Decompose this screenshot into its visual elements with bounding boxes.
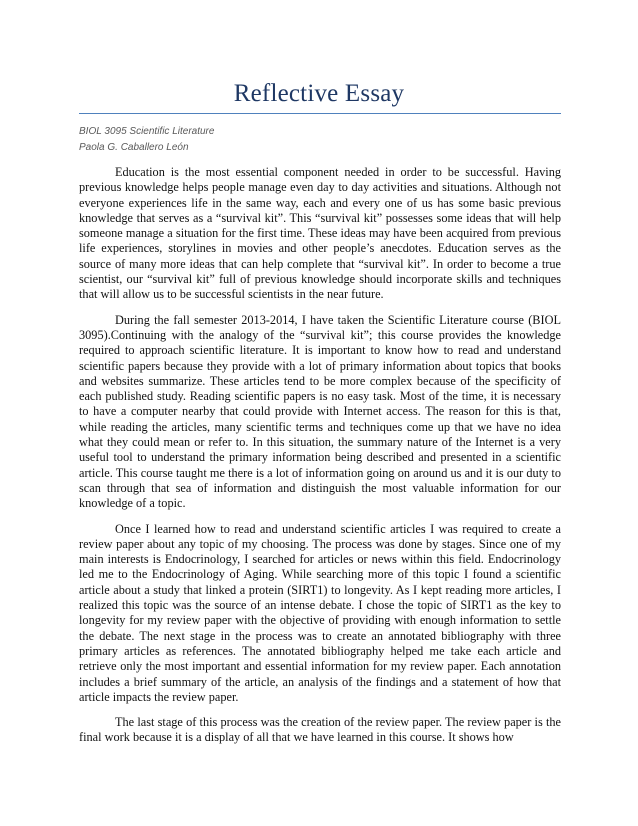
paragraph: Once I learned how to read and understand scientific articles I was required to create a review paper about any topic of my choosing. The process was done by stages. Since one of my main interests is Endocrinology, I searched for articles or news within this field. Endocrinology led me to the Endocrinology of Aging. While searching more of this topic I found a scientific article about a study that linked a protein (SIRT1) to longevity. As I kept reading more articles, I realized this topic was the source of an intense debate. I chose the topic of SIRT1 as the key to longevity for my review paper with the objective of providing with enough information to settle the debate. The next stage in the process was to create an annotated bibliography with three primary articles as references. The annotated bibliography helped me take each article and retrieve only the most important and essential information for my review paper. Each annotation includes a brief summary of the article, an analysis of the findings and a statement of how that article impacts the review paper. [79, 521, 561, 704]
document-title: Reflective Essay [233, 80, 405, 107]
course-line: BIOL 3095 Scientific Literature [79, 126, 215, 137]
essay-body [79, 165, 561, 756]
paragraph: Education is the most essential component needed in order to be successful. Having previous knowledge helps people manage even day to day activities and situations. Although not everyone experiences life in the same way, each and every one of us has some basic previous knowledge that serves as a “survival kit”. This “survival kit” possesses some ideas that will help someone manage a situation for the first time. These ideas may have been acquired from previous life experiences, storylines in movies and other people’s anecdotes. Education serves as the source of many more ideas that can help complete that “survival kit”. In order to become a true scientist, our “survival kit” full of previous knowledge should incorporate skills and techniques that will allow us to be successful scientists in the near future. [79, 165, 561, 302]
author-line: Paola G. Caballero León [79, 142, 189, 153]
paragraph: The last stage of this process was the creation of the review paper. The review paper is the final work because it is a display of all that we have learned in this course. It shows how [79, 715, 561, 745]
paragraph: During the fall semester 2013-2014, I have taken the Scientific Literature course (BIOL 3095).Continuing with the analogy of the “survival kit”; this course provides the knowledge required to approach scientific literature. It is important to know how to read and understand scientific papers because they provide with a lot of primary information about topics that books and websites summarize. These articles tend to be more complex because of the specificity of each published study. Reading scientific papers is no easy task. Most of the time, it is necessary to have a computer nearby that could provide with Internet access. The reason for this is that, while reading the articles, many scientific terms and techniques come up that we have no idea what they could mean or refer to. In this situation, the summary nature of the Internet is a very useful tool to understand the primary information being described and presented in a scientific article. This course taught me there is a lot of information going on around us and it is our duty to scan through that sea of information and distinguish the most valuable information for our knowledge of a topic. [79, 312, 561, 511]
title-underline [79, 113, 561, 114]
